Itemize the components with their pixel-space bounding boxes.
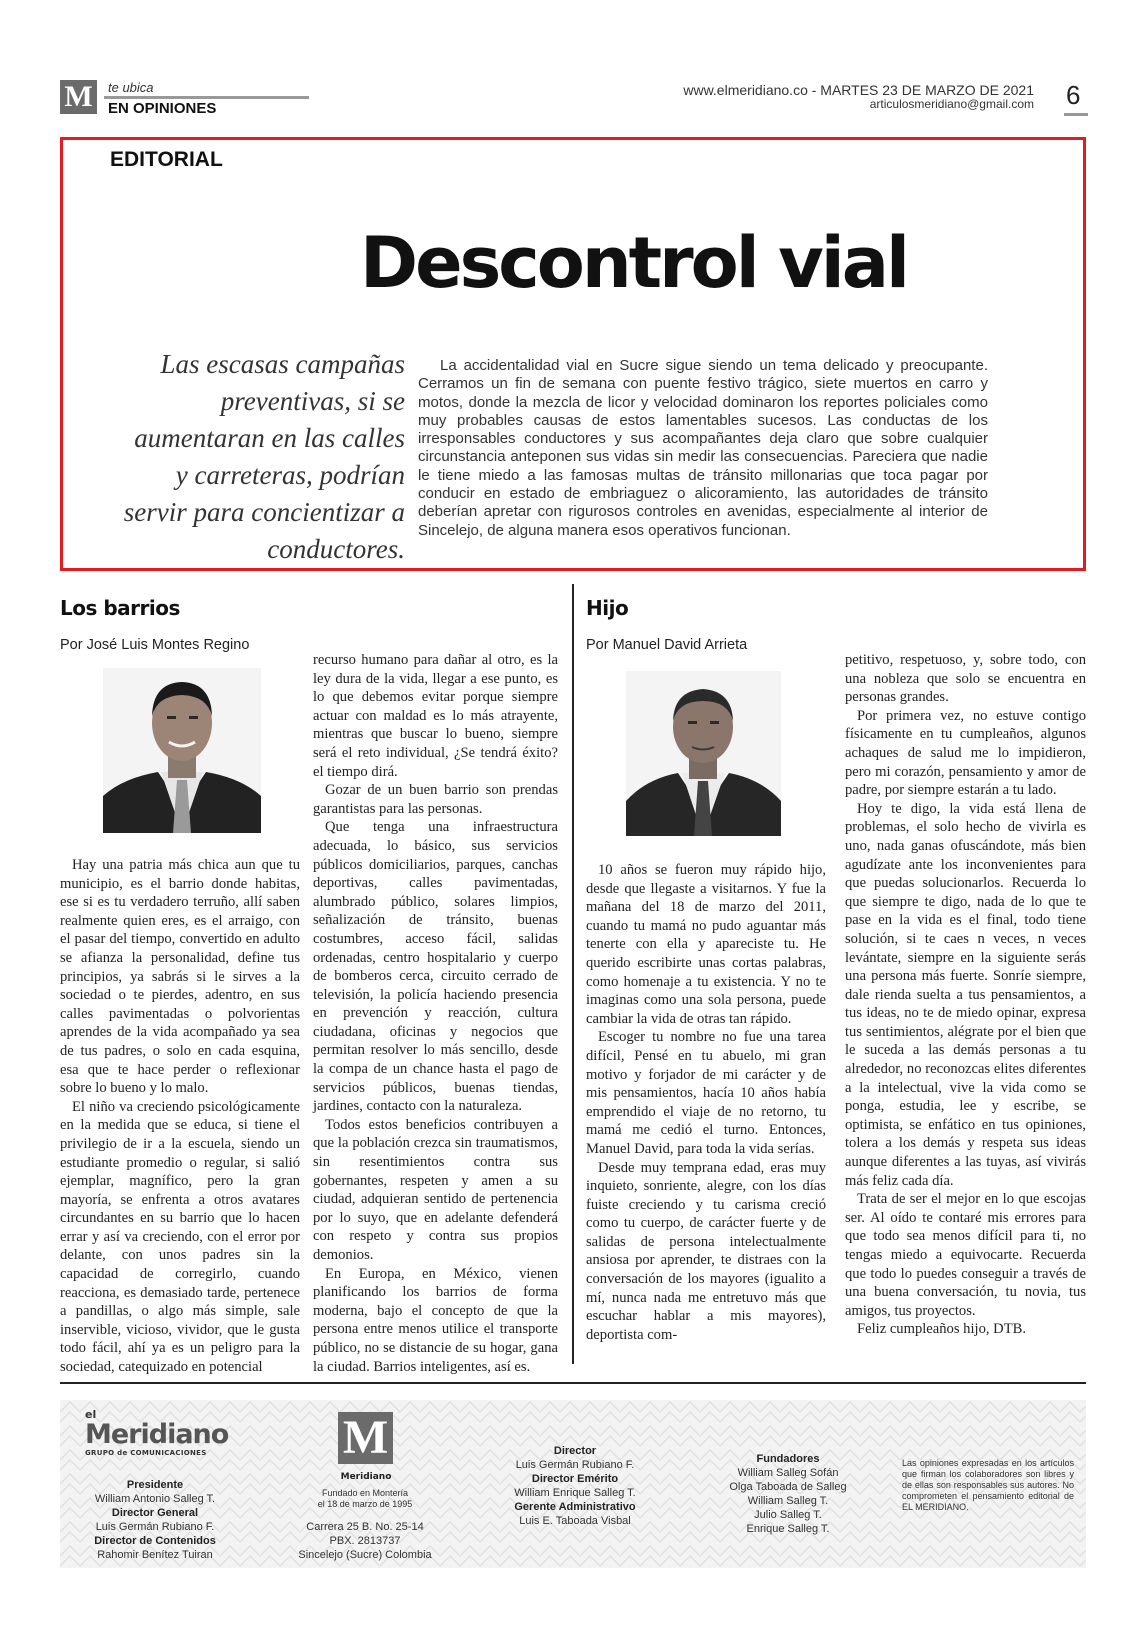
paragraph: 10 años se fueron muy rápido hijo, desde que llegaste a visitarnos. Y fue la mañana del 18 de marzo del 2011, cuando tu mamá no pudo aguantar más tenerte con ella y apareciste tu. He querido escribirte unas cortas palabras, como homenaje a tu existencia. Y no te imaginas como una sola persona, puede cambiar la vida de otras tan rápido. (586, 862, 826, 1027)
staff-name: William Antonio Salleg T. (94, 1493, 216, 1505)
director-role: Director (553, 1445, 597, 1457)
brand-name: Meridiano (85, 1419, 229, 1450)
article2-column2 (845, 651, 1086, 1339)
director-role: Gerente Administrativo (514, 1501, 636, 1513)
paragraph: En Europa, en México, vienen planificando los barrios de forma moderna, bajo el concepto de que la persona entre menos utilice el transporte público, no se distancie de su hogar, gana la ciudad. Barrios inteligentes, así es. (313, 1265, 558, 1375)
paragraph: Escoger tu nombre no fue una tarea difícil, Pensé en tu abuelo, mi gran motivo y forjador de mi carácter y de mis pensamientos, hacía 10 años había emprendido el viaje de no retorno, tu mamá me cedió el turno. Entonces, Manuel David, para toda la vida serías. (586, 1029, 826, 1157)
contact-email[interactable]: articulosmeridiano@gmail.com (869, 97, 1034, 111)
center-logo-m-icon: M (338, 1412, 393, 1464)
founder-name: Julio Salleg T. (754, 1509, 822, 1521)
brand-group: GRUPO de COMUNICACIONES (85, 1449, 207, 1457)
founder-name: William Salleg Sofán (737, 1467, 839, 1479)
founded-info (305, 1488, 425, 1510)
founded-line: el 18 de marzo de 1995 (317, 1499, 413, 1509)
founded-line: Fundado en Montería (321, 1488, 409, 1498)
footer-founders (718, 1452, 858, 1536)
staff-role: Presidente (126, 1479, 184, 1491)
editorial-pull-quote: Las escasas campañas preventivas, si se aumentaran en las calles y carreteras, podrían servir para concientizar a conductores. (123, 349, 405, 564)
footer-disclaimer: Las opiniones expresadas en los artículos que firman los colaboradores son libres y de ellas son responsables sus autores. No comprometen el pensamiento editorial de EL MERIDIANO. (902, 1458, 1074, 1512)
phone-line: PBX. 2813737 (329, 1535, 401, 1547)
director-name: William Enrique Salleg T. (514, 1487, 636, 1499)
article2-column1 (586, 861, 826, 1344)
address-line: Carrera 25 B. No. 25-14 (306, 1521, 424, 1533)
footer-staff (80, 1478, 230, 1562)
article-author: Por Manuel David Arrieta (586, 637, 748, 653)
article1-column2 (313, 651, 558, 1376)
paragraph: Feliz cumpleaños hijo, DTB. (857, 1321, 1027, 1338)
founders-title: Fundadores (756, 1453, 820, 1465)
founder-name: Enrique Salleg T. (746, 1523, 830, 1535)
logo-m-icon: M (60, 80, 97, 114)
footer-directors (505, 1444, 645, 1528)
staff-name: Rahomir Benítez Tuiran (97, 1549, 213, 1561)
paragraph: El niño va creciendo psicológicamente en la medida que se educa, si tiene el privilegio de ir a la escuela, siendo un estudiante promedio o regular, si salió ejemplar, magnífico, pero la gran mayoría, se enfrenta a otros avatares circundantes en su barrio que lo hacen errar y así va creciendo, con el error por delante, con unos padres sin la capacidad de corregirlo, cuando reacciona, es demasiado tarde, pertenece a pandillas, o algo más simple, sale inservible, vicioso, vividor, que le gusta todo fácil, ahí ya es un peligro para la sociedad, catequizado en potencial (60, 1098, 300, 1376)
paragraph: Hay una patria más chica aun que tu municipio, es el barrio donde habitas, ese si es tu verdadero terruño, allí saben realmente quien eres, es el arraigo, con el pasar del tiempo, convertido en adulto se afianza la personalidad, define tus principios, ya sabrás si le sirves a la sociedad o te pierdes, adentro, en sus calles pavimentadas o polvorientas aprendes de la vida acompañado ya sea de tus padres, o solo en cada esquina, esa que te hace perder o reflexionar sobre lo bueno y lo malo. (60, 857, 300, 1097)
article-title-los-barrios: Los barrios (60, 596, 180, 620)
bottom-rule (60, 1382, 1086, 1384)
director-name: Luis Germán Rubiano F. (515, 1459, 635, 1471)
paragraph: Gozar de un buen barrio son prendas garantistas para las personas. (313, 782, 558, 817)
page-number: 6 (1066, 80, 1081, 110)
address-info (295, 1520, 435, 1562)
brand-el: el (85, 1408, 97, 1421)
paragraph: Hoy te digo, la vida está llena de problemas, el solo hecho de vivirla es uno, nada ganas ofuscándote, más bien agudízate ante los inconvenientes para que puedas solucionarlos. Recuerda lo que siempre te digo, nada de lo que te pase en la vida es el final, todo tiene solución, si te caes n veces, n veces levántate, siempre en la siguiente serás una persona más fuerte. Sonríe siempre, dale rienda suelta a tus pensamientos, a tus ideas, no te de miedo opinar, expresa tus sentimientos, alégrate por el bien que le suceda a las demás personas a tu alrededor, no reconozcas elites diferentes a la intelectual, vive la vida como se ponga, estudia, lee y escribe, se optimista, se enfático en tus opiniones, tolera a los demás y respeta sus ideas aunque diferentes a las tuyas, así vivirás más feliz cada día. (845, 800, 1086, 1189)
paragraph: petitivo, respetuoso, y, sobre todo, con una nobleza que solo se encuentra en personas grandes. (845, 652, 1086, 706)
page-number-rule (1064, 113, 1088, 116)
article-author: Por José Luis Montes Regino (60, 637, 250, 653)
author-photo (103, 668, 261, 833)
footer-brand-logo (85, 1408, 228, 1457)
founder-name: Olga Taboada de Salleg (729, 1481, 847, 1493)
paragraph: Que tenga una infraestructura adecuada, lo básico, sus servicios públicos domiciliarios, parques, canchas deportivas, calles pavimentadas, alumbrado público, solares limpios, señalización de tránsito, buenas costumbres, acceso fácil, salidas ordenadas, centro hospitalario y cuerpo de bomberos cerca, circuito cerrado de televisión, la policía haciendo presencia en prevención y reacción, cultura ciudadana, oficinas y negocios que permitan resolver lo más sencillo, desde la compa de un chance hasta el pago de servicios públicos, buenas tiendas, jardines, contacto con la naturaleza. (313, 819, 558, 1115)
article-title-hijo: Hijo (586, 596, 629, 620)
paragraph: Desde muy temprana edad, eras muy inquieto, sonriente, alegre, con los días fuiste creciendo y tu carisma creció como tu cuerpo, de carácter fuerte y de salidas de persona intelectualmente ansiosa por aprender, te distraes con la conversación de los mayores (igualito a mí, nunca nada me entretuvo más que escuchar hablar a mis mayores), deportista com- (586, 1159, 826, 1343)
center-logo-name: Meridiano (340, 1472, 392, 1482)
paragraph: Trata de ser el mejor en lo que escojas ser. Al oído te contaré mis errores para que todo sea menos difícil para ti, no tengas miedo a equivocarte. Recuerda que todo lo puedes conseguir a través de una buena conversación, tu novia, tus amigos, tus proyectos. (845, 1191, 1086, 1319)
editorial-title: Descontrol vial (360, 222, 907, 304)
editorial-label: EDITORIAL (110, 148, 223, 171)
founder-name: William Salleg T. (747, 1495, 829, 1507)
director-role: Director Emérito (531, 1473, 619, 1485)
header-tagline: te ubica (108, 80, 154, 95)
site-and-date[interactable]: www.elmeridiano.co - MARTES 23 DE MARZO DE 2021 (683, 82, 1034, 98)
article1-column1 (60, 856, 300, 1377)
column-divider (572, 584, 574, 1364)
city-line: Sincelejo (Sucre) Colombia (298, 1549, 432, 1561)
paragraph: recurso humano para dañar al otro, es la ley dura de la vida, llegar a ese punto, es lo que debemos evitar porque siempre actuar con maldad es lo más atrayente, mientras que buscar lo bueno, siempre será el reto individual, ¿Se tendrá éxito? el tiempo dirá. (313, 652, 558, 780)
author-photo (626, 671, 781, 836)
staff-name: Luis Germán Rubiano F. (95, 1521, 215, 1533)
staff-role: Director General (111, 1507, 199, 1519)
section-name: EN OPINIONES (108, 100, 217, 117)
header-rule (104, 96, 309, 99)
editorial-body: La accidentalidad vial en Sucre sigue siendo un tema delicado y preocupante. Cerramos un fin de semana con puente festivo trágico, siete muertos en carro y motos, donde la mezcla de licor y velocidad dominaron los reportes policiales como muy probables causas de estos lamentables sucesos. Las conductas de los irresponsables conductores y sus acompañantes deja claro que sobre cualquier circunstancia anteponen sus vidas sin medir las consecuencias. Pareciera que nadie le tiene miedo a las famosas multas de tránsito millonarias que toca pagar por conducir en estado de embriaguez o alicoramiento, las autoridades de tránsito deberían apretar con rigurosos controles en avenidas, especialmente al interior de Sincelejo, de alguna manera esos operativos funcionan. (418, 357, 988, 539)
staff-role: Director de Contenidos (94, 1535, 216, 1547)
paragraph: Por primera vez, no estuve contigo físicamente en tu cumpleaños, algunos achaques de salud me lo impidieron, pero mi corazón, pensamiento y amor de padre, por siempre estarán a tu lado. (845, 707, 1086, 799)
paragraph: Todos estos beneficios contribuyen a que la población crezca sin traumatismos, sin resentimientos contra sus gobernantes, respeten y amen a su ciudad, adquieran sentido de pertenencia por lo suyo, que en adelante defenderá con respeto y contra sus propios demonios. (313, 1116, 558, 1263)
director-name: Luis E. Taboada Visbal (519, 1515, 631, 1527)
